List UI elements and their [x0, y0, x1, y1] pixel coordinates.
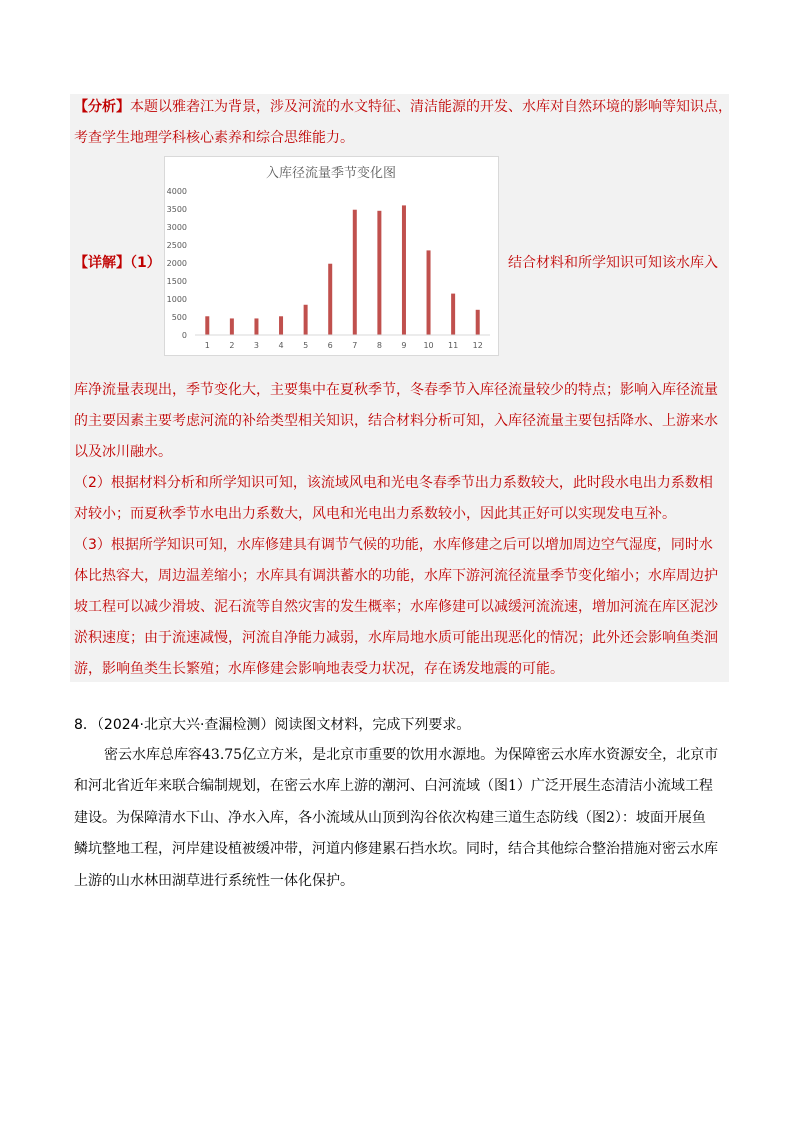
bar-month-11 [451, 294, 455, 335]
bar-month-6 [328, 264, 332, 335]
x-tick-label: 2 [229, 341, 235, 350]
bar-month-8 [377, 211, 381, 335]
x-tick-label: 1 [204, 341, 210, 350]
x-tick-label: 3 [253, 341, 260, 350]
question8-line-4: 鳞坑整地工程，河岸建设植被缓冲带，河道内修建累石挡水坎。同时，结合其他综合整治措施对密云水库 [74, 841, 718, 857]
y-axis [167, 187, 187, 340]
detail-p3-line-1: （3）根据所学知识可知，水库修建具有调节气候的功能，水库修建之后可以增加周边空气湿度，同时水 [74, 537, 713, 553]
bar-month-7 [353, 210, 357, 335]
y-tick-label: 2500 [166, 241, 187, 250]
question8-line-5: 上游的山水林田湖草进行系统性一体化保护。 [74, 873, 354, 889]
detail-p1-line-3: 以及冰川融水。 [74, 444, 172, 460]
y-tick-label: 500 [171, 313, 187, 322]
y-tick-label: 3500 [166, 205, 187, 214]
y-tick-label: 2000 [166, 259, 187, 268]
detail-p3-line-2: 体比热容大，周边温差缩小；水库具有调洪蓄水的功能，水库下游河流径流量季节变化缩小；水库周边护 [74, 568, 718, 584]
bar-month-3 [254, 318, 258, 335]
inflow-seasonal-chart [164, 156, 499, 356]
bar-month-4 [279, 316, 283, 335]
x-axis [195, 335, 490, 350]
y-tick-label: 4000 [166, 187, 187, 196]
question8-header: 8．（2024·北京大兴·查漏检测）阅读图文材料，完成下列要求。 [74, 717, 471, 733]
detail-p3-line-3: 坡工程可以减少滑坡、泥石流等自然灾害的发生概率；水库修建可以减缓河流流速，增加河流在库区泥沙 [74, 599, 718, 615]
bar-month-9 [402, 205, 406, 335]
x-tick-label: 8 [376, 341, 382, 350]
detail-after-chart-text: 结合材料和所学知识可知该水库入 [508, 255, 718, 271]
x-tick-label: 6 [327, 341, 333, 350]
question8-line-1: 密云水库总库容43.75亿立方米，是北京市重要的饮用水源地。为保障密云水库水资源安全，北京市 [104, 747, 719, 763]
analysis-text-1: 本题以雅砻江为背景，涉及河流的水文特征、清洁能源的开发、水库对自然环境的影响等知识点， [130, 99, 732, 115]
x-tick-label: 4 [278, 341, 284, 350]
question8-line-3: 建设。为保障清水下山、净水入库，各小流域从山顶到沟谷依次构建三道生态防线（图2）：坡面开展鱼 [74, 810, 706, 826]
x-tick-label: 10 [423, 341, 434, 350]
chart-title: 入库径流量季节变化图 [265, 166, 397, 181]
x-tick-label: 11 [448, 341, 459, 350]
analysis-line-2: 考查学生地理学科核心素养和综合思维能力。 [74, 130, 354, 146]
detail-p1-line-1: 库净流量表现出，季节变化大，主要集中在夏秋季节，冬春季节入库径流量较少的特点；影响入库径流量 [74, 382, 718, 398]
bars-group [205, 205, 479, 335]
detail-label-line [74, 253, 161, 273]
bar-month-10 [427, 250, 431, 335]
chart-svg [165, 157, 498, 355]
y-tick-label: 1500 [166, 277, 187, 286]
analysis-line-1 [74, 97, 732, 117]
detail-p1-line-2: 的主要因素主要考虑河流的补给类型相关知识，结合材料分析可知，入库径流量主要包括降水、上游来水 [74, 413, 718, 429]
y-tick-label: 1000 [166, 295, 187, 304]
bar-month-5 [304, 305, 308, 335]
detail-p2-line-2: 对较小；而夏秋季节水电出力系数大，风电和光电出力系数较小，因此其正好可以实现发电互补。 [74, 506, 676, 522]
y-tick-label: 0 [181, 331, 187, 340]
detail-p2-line-1: （2）根据材料分析和所学知识可知，该流域风电和光电冬春季节出力系数较大，此时段水电出力系数相 [74, 475, 713, 491]
x-tick-label: 9 [401, 341, 407, 350]
detail-p3-line-4: 淤积速度；由于流速减慢，河流自净能力减弱，水库局地水质可能出现恶化的情况；此外还会影响鱼类洄 [74, 630, 718, 646]
question8-line-2: 和河北省近年来联合编制规划，在密云水库上游的潮河、白河流域（图1）广泛开展生态清洁小流域工程 [74, 778, 713, 794]
bar-month-12 [476, 310, 480, 335]
bar-month-2 [230, 318, 234, 335]
bar-month-1 [205, 316, 209, 335]
detail-label: 【详解】 [74, 255, 130, 271]
x-tick-label: 7 [352, 341, 358, 350]
y-tick-label: 3000 [166, 223, 187, 232]
x-tick-label: 5 [303, 341, 309, 350]
analysis-label: 【分析】 [74, 99, 130, 115]
x-tick-label: 12 [472, 341, 483, 350]
detail-part1-number: （1） [130, 255, 161, 271]
detail-p3-line-5: 游，影响鱼类生长繁殖；水库修建会影响地表受力状况，存在诱发地震的可能。 [74, 661, 564, 677]
